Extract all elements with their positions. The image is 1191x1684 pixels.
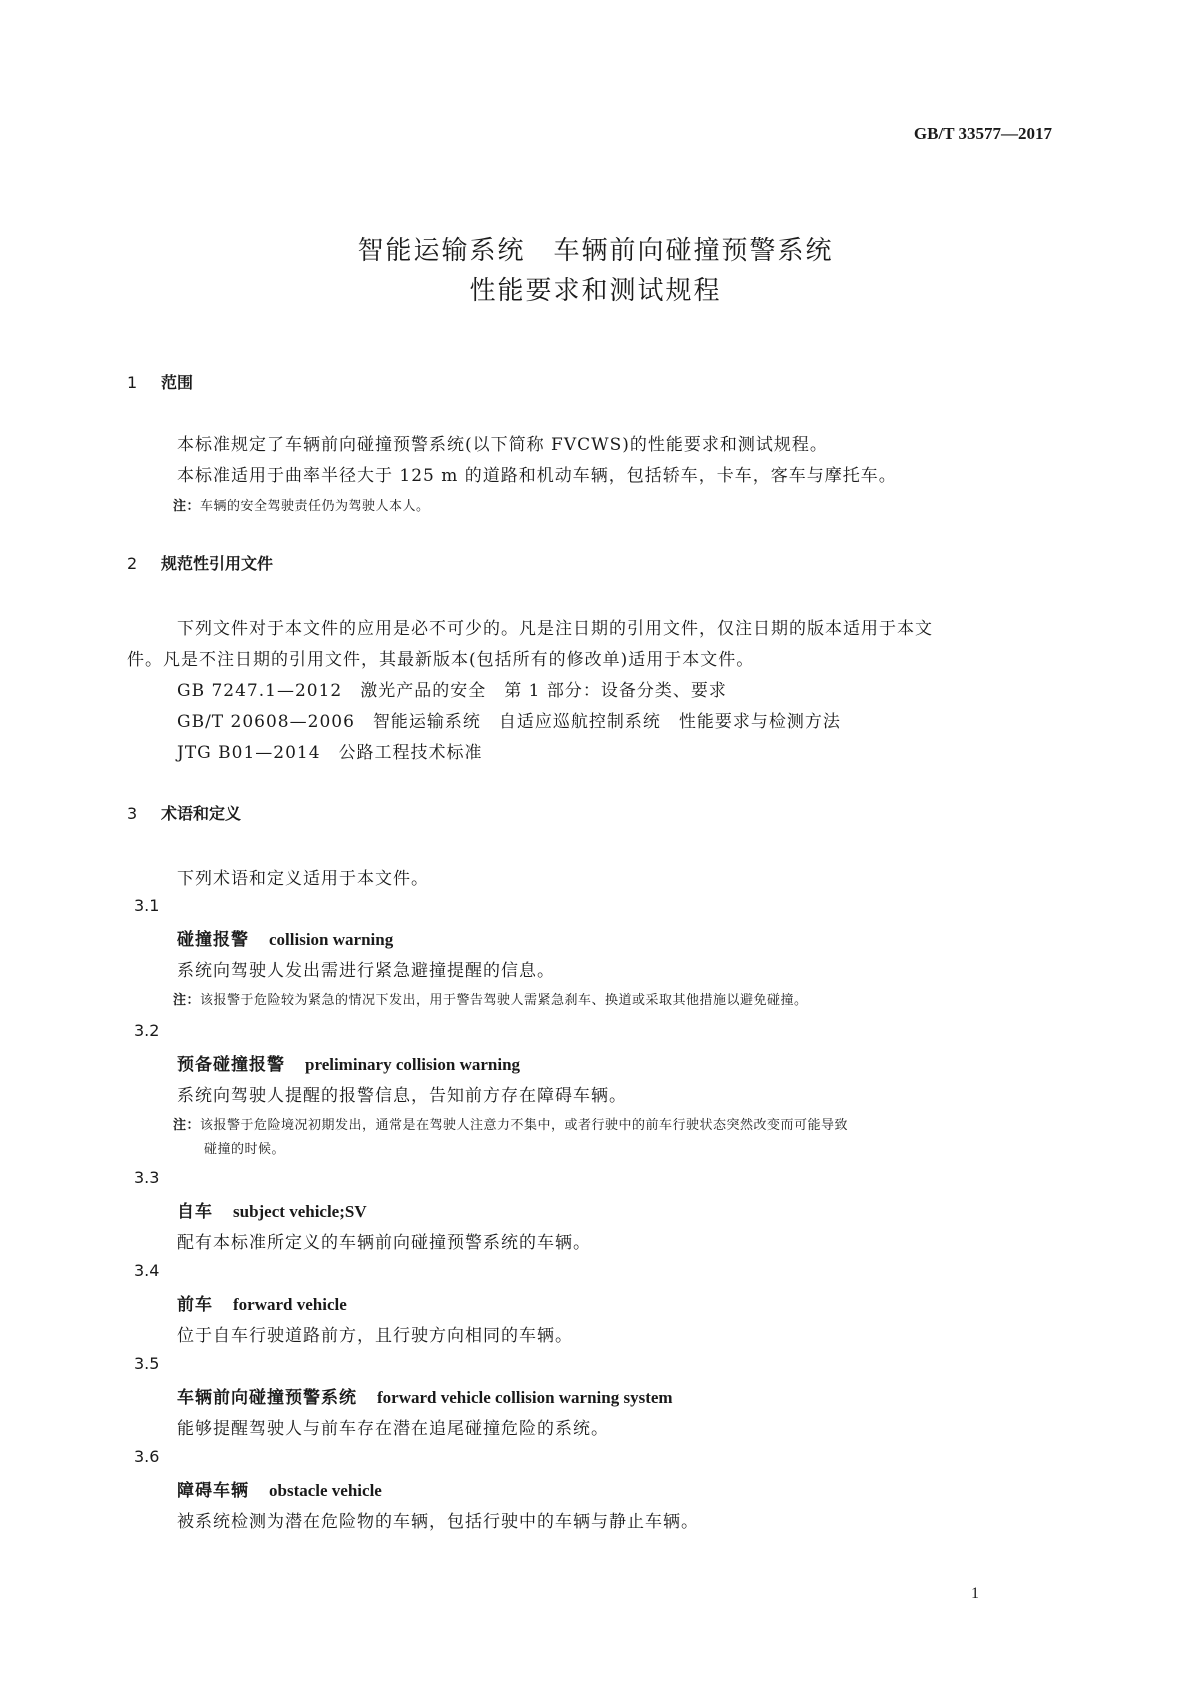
paragraph: 件。凡是不注日期的引用文件，其最新版本(包括所有的修改单)适用于本文件。	[127, 650, 755, 670]
note-label: 注：	[173, 1118, 201, 1133]
term-definition: 配有本标准所定义的车辆前向碰撞预警系统的车辆。	[177, 1233, 591, 1253]
note-text: 该报警于危险较为紧急的情况下发出，用于警告驾驶人需紧急刹车、换道或采取其他措施以避免碰撞。	[200, 993, 808, 1008]
standard-number: GB/T 33577—2017	[913, 124, 1052, 143]
term-heading	[177, 1383, 673, 1408]
term-number: 3.6	[134, 1447, 160, 1466]
paragraph: 下列文件对于本文件的应用是必不可少的。凡是注日期的引用文件，仅注日期的版本适用于本文	[177, 619, 933, 639]
term-zh: 障碍车辆	[177, 1481, 249, 1501]
term-number: 3.1	[134, 896, 160, 915]
term-definition: 能够提醒驾驶人与前车存在潜在追尾碰撞危险的系统。	[177, 1419, 609, 1439]
note-label: 注：	[173, 993, 201, 1008]
term-definition: 系统向驾驶人发出需进行紧急避撞提醒的信息。	[177, 961, 555, 981]
section-heading-terms	[127, 801, 241, 824]
note	[173, 495, 430, 514]
term-definition: 被系统检测为潜在危险物的车辆，包括行驶中的车辆与静止车辆。	[177, 1512, 699, 1532]
term-number: 3.5	[134, 1354, 160, 1373]
note-text: 该报警于危险境况初期发出，通常是在驾驶人注意力不集中，或者行驶中的前车行驶状态突然改变而可能导致	[200, 1118, 849, 1133]
term-heading	[177, 1050, 520, 1075]
note-label: 注：	[173, 499, 201, 514]
term-zh: 预备碰撞报警	[177, 1055, 285, 1075]
section-title: 规范性引用文件	[161, 554, 274, 573]
note	[173, 1114, 848, 1133]
term-zh: 前车	[177, 1295, 213, 1315]
paragraph: 本标准适用于曲率半径大于 125 m 的道路和机动车辆，包括轿车，卡车，客车与摩托车。	[177, 466, 897, 486]
document-title-line2: 性能要求和测试规程	[469, 276, 722, 306]
note-text: 车辆的安全驾驶责任仍为驾驶人本人。	[200, 499, 430, 514]
term-zh: 碰撞报警	[177, 930, 249, 950]
term-en: forward vehicle	[233, 1295, 347, 1314]
term-number: 3.3	[134, 1168, 160, 1187]
reference-item: GB/T 20608—2006 智能运输系统 自适应巡航控制系统 性能要求与检测方法	[177, 712, 841, 732]
term-en: obstacle vehicle	[269, 1481, 382, 1500]
reference-item: GB 7247.1—2012 激光产品的安全 第 1 部分：设备分类、要求	[177, 681, 727, 701]
term-zh: 自车	[177, 1202, 213, 1222]
section-title: 范围	[161, 373, 194, 392]
term-en: forward vehicle collision warning system	[377, 1388, 673, 1407]
reference-item: JTG B01—2014 公路工程技术标准	[177, 743, 483, 763]
note-continuation: 碰撞的时候。	[204, 1142, 286, 1157]
paragraph: 下列术语和定义适用于本文件。	[177, 869, 429, 889]
term-heading	[177, 1290, 347, 1315]
section-number: 2	[127, 554, 138, 573]
term-en: collision warning	[269, 930, 394, 949]
term-heading	[177, 1476, 382, 1501]
term-definition: 位于自车行驶道路前方，且行驶方向相同的车辆。	[177, 1326, 573, 1346]
term-heading	[177, 925, 393, 950]
section-heading-normative-references	[127, 551, 273, 574]
page-number: 1	[971, 1585, 979, 1602]
paragraph: 本标准规定了车辆前向碰撞预警系统(以下简称 FVCWS)的性能要求和测试规程。	[177, 435, 828, 455]
term-number: 3.4	[134, 1261, 160, 1280]
document-title-line1: 智能运输系统 车辆前向碰撞预警系统	[357, 236, 834, 266]
term-en: preliminary collision warning	[305, 1055, 521, 1074]
term-en: subject vehicle;SV	[233, 1202, 367, 1221]
term-number: 3.2	[134, 1021, 160, 1040]
term-heading	[177, 1197, 367, 1222]
section-number: 1	[127, 373, 138, 392]
note	[173, 989, 808, 1008]
section-title: 术语和定义	[161, 804, 242, 823]
section-heading-scope	[127, 370, 193, 393]
term-zh: 车辆前向碰撞预警系统	[177, 1388, 357, 1408]
term-definition: 系统向驾驶人提醒的报警信息，告知前方存在障碍车辆。	[177, 1086, 627, 1106]
section-number: 3	[127, 804, 138, 823]
